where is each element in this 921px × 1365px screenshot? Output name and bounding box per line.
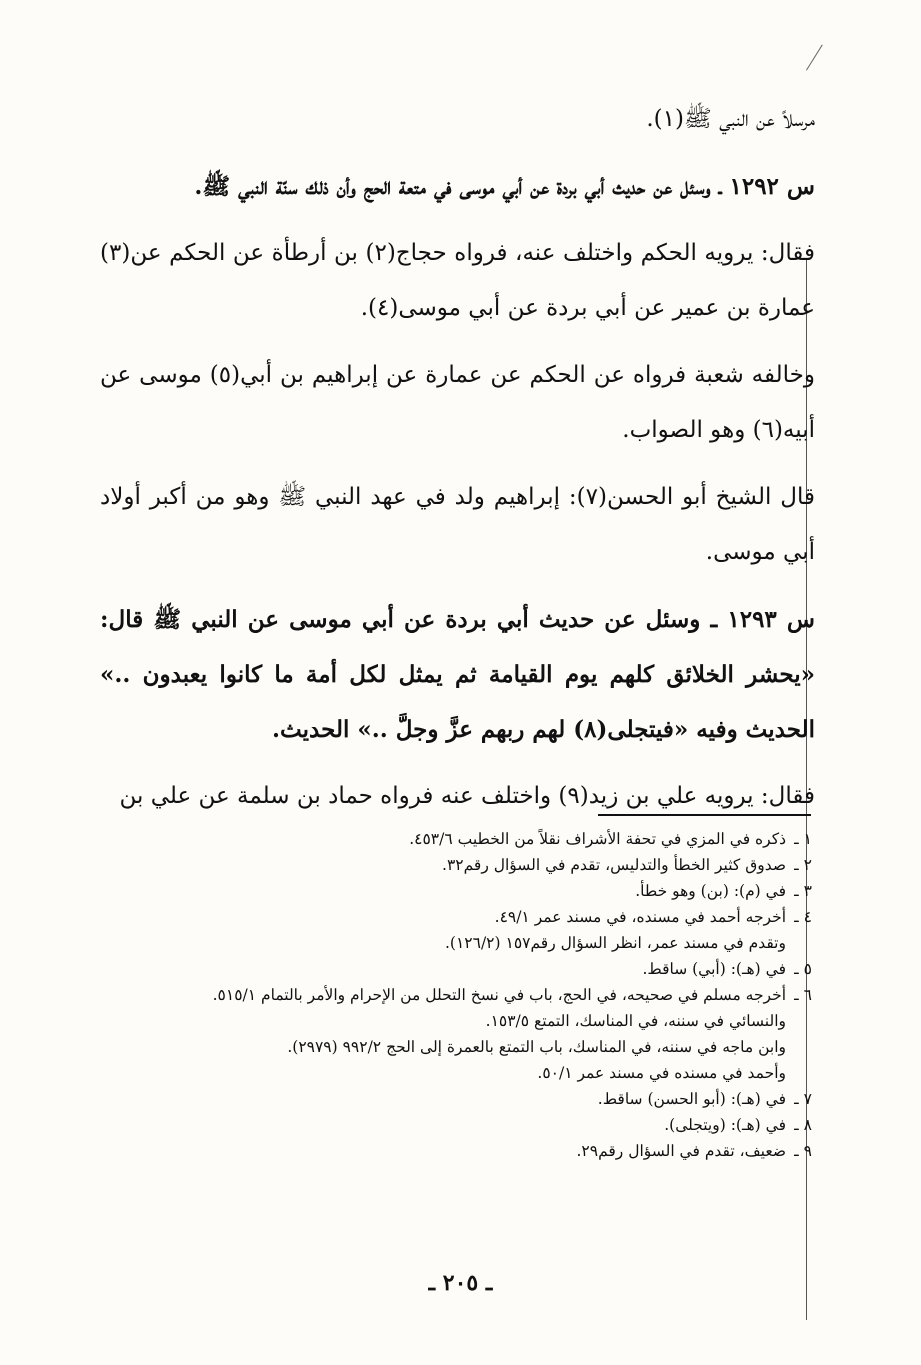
footnote — [100, 1112, 820, 1138]
footnote-number: ٣ ـ — [794, 882, 812, 900]
sheikh-comment: قال الشيخ أبو الحسن(٧): إبراهيم ولد في عهد النبي ﷺ وهو من أكبر أولاد أبي موسى. — [100, 484, 815, 565]
footnote-number: ٦ ـ — [794, 986, 812, 1004]
answer-1293: فقال: يرويه علي بن زيد(٩) واختلف عنه فرواه حماد بن سلمة عن علي بن — [119, 783, 815, 809]
footnote-line: صدوق كثير الخطأ والتدليس، تقدم في السؤال رقم٣٢. — [442, 856, 786, 874]
footnote-number: ١ ـ — [794, 830, 812, 848]
footnote-number: ٢ ـ — [794, 856, 812, 874]
footnote-line: في (هـ): (ويتجلى). — [664, 1116, 786, 1134]
footnote-line: أخرجه أحمد في مسنده، في مسند عمر ٤٩/١. — [494, 908, 786, 926]
footnote-line: في (هـ): (أبي) ساقط. — [642, 960, 786, 978]
footnote-number: ٤ ـ — [794, 908, 812, 926]
scan-mark — [806, 45, 823, 71]
footnotes — [100, 826, 820, 1164]
footnote — [100, 982, 820, 1086]
footnote-line: وابن ماجه في سننه، في المناسك، باب التمتع بالعمرة إلى الحج ٩٩٢/٢ (٢٩٧٩). — [287, 1038, 786, 1056]
footnote — [100, 904, 820, 956]
footnote-number: ٩ ـ — [794, 1142, 812, 1160]
footnote — [100, 1086, 820, 1112]
footnote — [100, 956, 820, 982]
answer-1292-continued: وخالفه شعبة فرواه عن الحكم عن عمارة عن إبراهيم بن أبي(٥) موسى عن أبيه(٦) وهو الصواب. — [100, 362, 815, 443]
footnote-line: ذكره في المزي في تحفة الأشراف نقلاً من الخطيب ٤٥٣/٦. — [409, 830, 786, 848]
footnote-line: في (م): (بن) وهو خطأ. — [635, 882, 786, 900]
footnote — [100, 826, 820, 852]
footnote-line: والنسائي في سننه، في المناسك، التمتع ١٥٣/٥. — [485, 1012, 786, 1030]
main-text — [100, 92, 815, 836]
footnote-number: ٧ ـ — [794, 1090, 812, 1108]
footnote — [100, 878, 820, 904]
footnote-number: ٥ ـ — [794, 960, 812, 978]
footnote-line: أخرجه مسلم في صحيحه، في الحج، باب في نسخ التحلل من الإحرام والأمر بالتمام ٥١٥/١. — [212, 986, 786, 1004]
question-1293: س ١٢٩٣ ـ وسئل عن حديث أبي بردة عن أبي موسى عن النبي ﷺ قال: «يحشر الخلائق كلهم يوم القيامة ثم يمثل لكل أمة ما كانوا يعبدون ..» الحديث وفيه «فيتجلى(٨) لهم ربهم عزَّ وجلَّ ..» الحديث. — [100, 606, 815, 743]
question-1292: س ١٢٩٢ ـ وسئل عن حديث أبي بردة عن أبي موسى في متعة الحج وأن ذلك سنّة النبي ﷺ. — [194, 173, 815, 200]
footnote-number: ٨ ـ — [794, 1116, 812, 1134]
footnote-line: في (هـ): (أبو الحسن) ساقط. — [597, 1090, 786, 1108]
footnote — [100, 1138, 820, 1164]
page-number: ـ ٢٠٥ ـ — [428, 1270, 493, 1296]
footnote-line: وتقدم في مسند عمر، انظر السؤال رقم١٥٧ (١٢٦/٢). — [445, 934, 786, 952]
footnote-line: ضعيف، تقدم في السؤال رقم٢٩. — [576, 1142, 786, 1160]
footnote — [100, 852, 820, 878]
answer-1292: فقال: يرويه الحكم واختلف عنه، فرواه حجاج(٢) بن أرطأة عن الحكم عن(٣) عمارة بن عمير عن أبي بردة عن أبي موسى(٤). — [100, 240, 815, 321]
footnote-separator — [598, 814, 811, 816]
footnote-line: وأحمد في مسنده في مسند عمر ٥٠/١. — [537, 1064, 786, 1082]
paragraph-continuation: مرسلاً عن النبي ﷺ(١). — [646, 106, 815, 132]
